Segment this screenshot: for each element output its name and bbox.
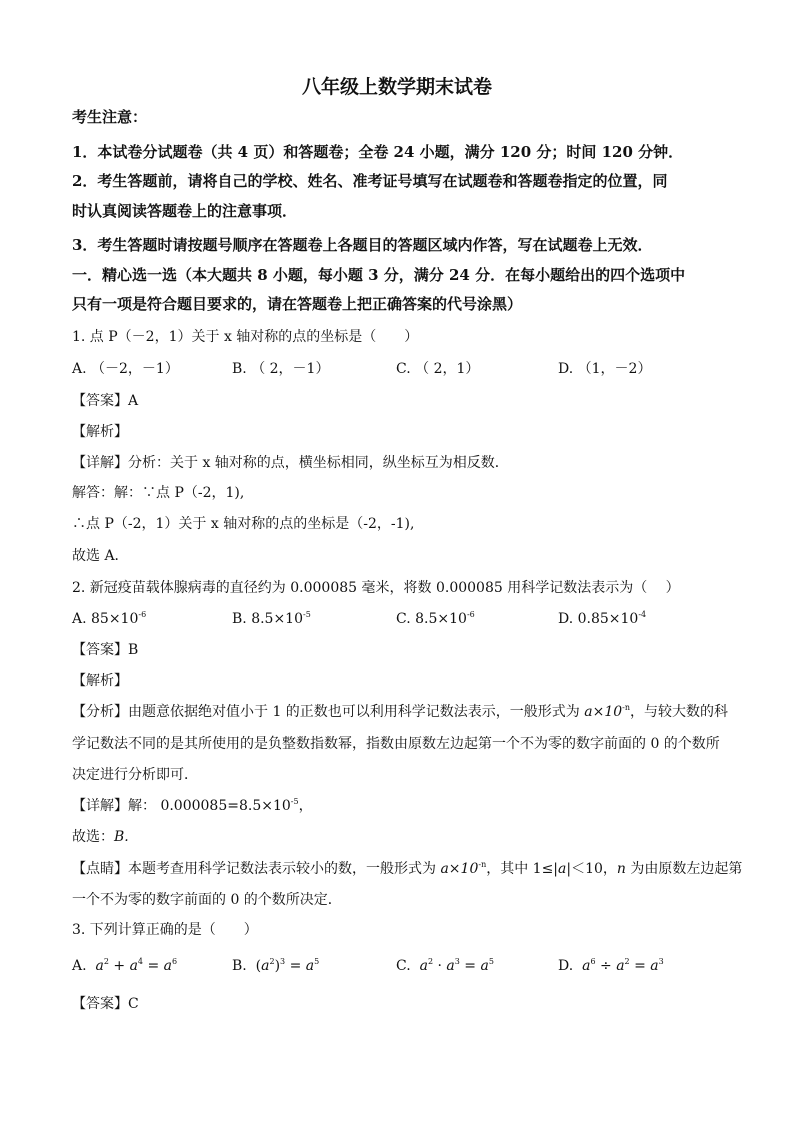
page-title: 八年级上数学期末试卷	[301, 76, 492, 98]
q3-stem: 3. 下列计算正确的是（ ）	[72, 922, 258, 938]
answer-label: 【答案】	[72, 996, 128, 1012]
q1-solution-line-3: 故选 A．	[72, 548, 129, 564]
section-heading: 一．精心选一选（本大题共 8 小题，每小题 3 分，满分 24 分．在每小题给出的四个选项中	[72, 266, 686, 284]
q1-option-a: A. （－2，－1）	[72, 361, 179, 377]
q3-option-d: D. $a^6 \div a^2 = a^3$	[558, 957, 664, 974]
q1-answer-line	[72, 392, 138, 410]
answer-label: 【答案】	[72, 642, 128, 658]
notice-item-3: 3．考生答题时请按题号顺序在答题卷上各题目的答题区域内作答，写在试题卷上无效．	[72, 236, 653, 254]
q2-option-a: A. $85\times 10^{-6}$	[72, 610, 147, 627]
q3-option-b: B. $(a^2)^3 = a^5$	[232, 957, 320, 974]
analysis-label: 【解析】	[72, 424, 128, 440]
notice-item-2-cont: 时认真阅读答题卷上的注意事项．	[72, 202, 298, 220]
q2-option-d: D. $0.85\times 10^{-4}$	[558, 610, 647, 627]
q1-detail-line	[72, 454, 509, 472]
notice-item-1: 1．本试卷分试题卷（共 4 页）和答题卷；全卷 24 小题，满分 120 分；时间 120 分钟．	[72, 143, 684, 161]
q1-option-d: D. （1，－2）	[558, 361, 652, 377]
q3-option-a: A. $a^2 + a^4 = a^6$	[72, 957, 178, 974]
analysis-label: 【解析】	[72, 673, 128, 689]
q1-option-b: B. （ 2，－1）	[232, 361, 330, 377]
q2-dianjing-line-2: 一个不为零的数字前面的 0 的个数所决定．	[72, 892, 342, 908]
fenxi-label: 【分析】	[72, 704, 128, 720]
q2-stem: 2. 新冠疫苗载体腺病毒的直径约为 0.000085 毫米，将数 0.000085 用科学记数法表示为（ ）	[72, 580, 680, 596]
q2-option-b: B. $8.5\times 10^{-5}$	[232, 610, 311, 627]
detail-label: 【详解】	[72, 455, 128, 471]
q2-answer: B	[128, 642, 139, 658]
notice-item-2: 2．考生答题前，请将自己的学校、姓名、准考证号填写在试题卷和答题卷指定的位置，同	[72, 172, 668, 190]
q2-detail-line: 【详解】解： $0.000085=8.5\times 10^{-5}$，	[72, 797, 313, 814]
q1-option-c: C. （ 2，1）	[396, 361, 480, 377]
q1-stem: 1. 点 P（－2，1）关于 x 轴对称的点的坐标是（ ）	[72, 329, 419, 345]
section-heading-cont: 只有一项是符合题目要求的，请在答题卷上把正确答案的代号涂黑）	[72, 295, 523, 313]
q1-solution-line-2: ∴点 P（-2，1）关于 x 轴对称的点的坐标是（-2，-1),	[72, 516, 415, 532]
answer-label: 【答案】	[72, 393, 128, 409]
q2-choose-line: 故选：B.	[72, 829, 129, 845]
q3-answer: C	[128, 996, 139, 1012]
q2-analysis-label	[72, 672, 128, 690]
detail-label: 【详解】	[72, 798, 128, 814]
q1-solution-line-1: 解答：解：∵点 P（-2，1),	[72, 485, 245, 501]
dianjing-label: 【点睛】	[72, 861, 128, 877]
q2-option-c: C. $8.5\times 10^{-6}$	[396, 610, 475, 627]
q2-fenxi-line-2: 学记数法不同的是其所使用的是负整数指数幂，指数由原数左边起第一个不为零的数字前面的 0 的个数所	[72, 736, 720, 752]
q2-answer-line	[72, 641, 138, 659]
q1-answer: A	[128, 393, 139, 409]
q1-analysis-label	[72, 423, 128, 441]
q3-answer-line	[72, 995, 139, 1013]
q3-option-c: C. $a^2 \cdot a^3 = a^5$	[396, 957, 494, 974]
q2-fenxi-line-3: 决定进行分析即可．	[72, 767, 198, 783]
q2-dianjing-line-1: 【点睛】本题考查用科学记数法表示较小的数，一般形式为 $a\times 10^{-n}$，其中 1≤|a|＜10，n 为由原数左边起第	[72, 860, 743, 877]
notice-heading: 考生注意：	[72, 108, 148, 126]
q2-fenxi-line-1: 【分析】由题意依据绝对值小于 1 的正数也可以利用科学记数法表示，一般形式为 $a\times 10^{-n}$，与较大数的科	[72, 703, 729, 720]
q1-detail: 分析：关于 x 轴对称的点，横坐标相同，纵坐标互为相反数．	[128, 455, 509, 471]
